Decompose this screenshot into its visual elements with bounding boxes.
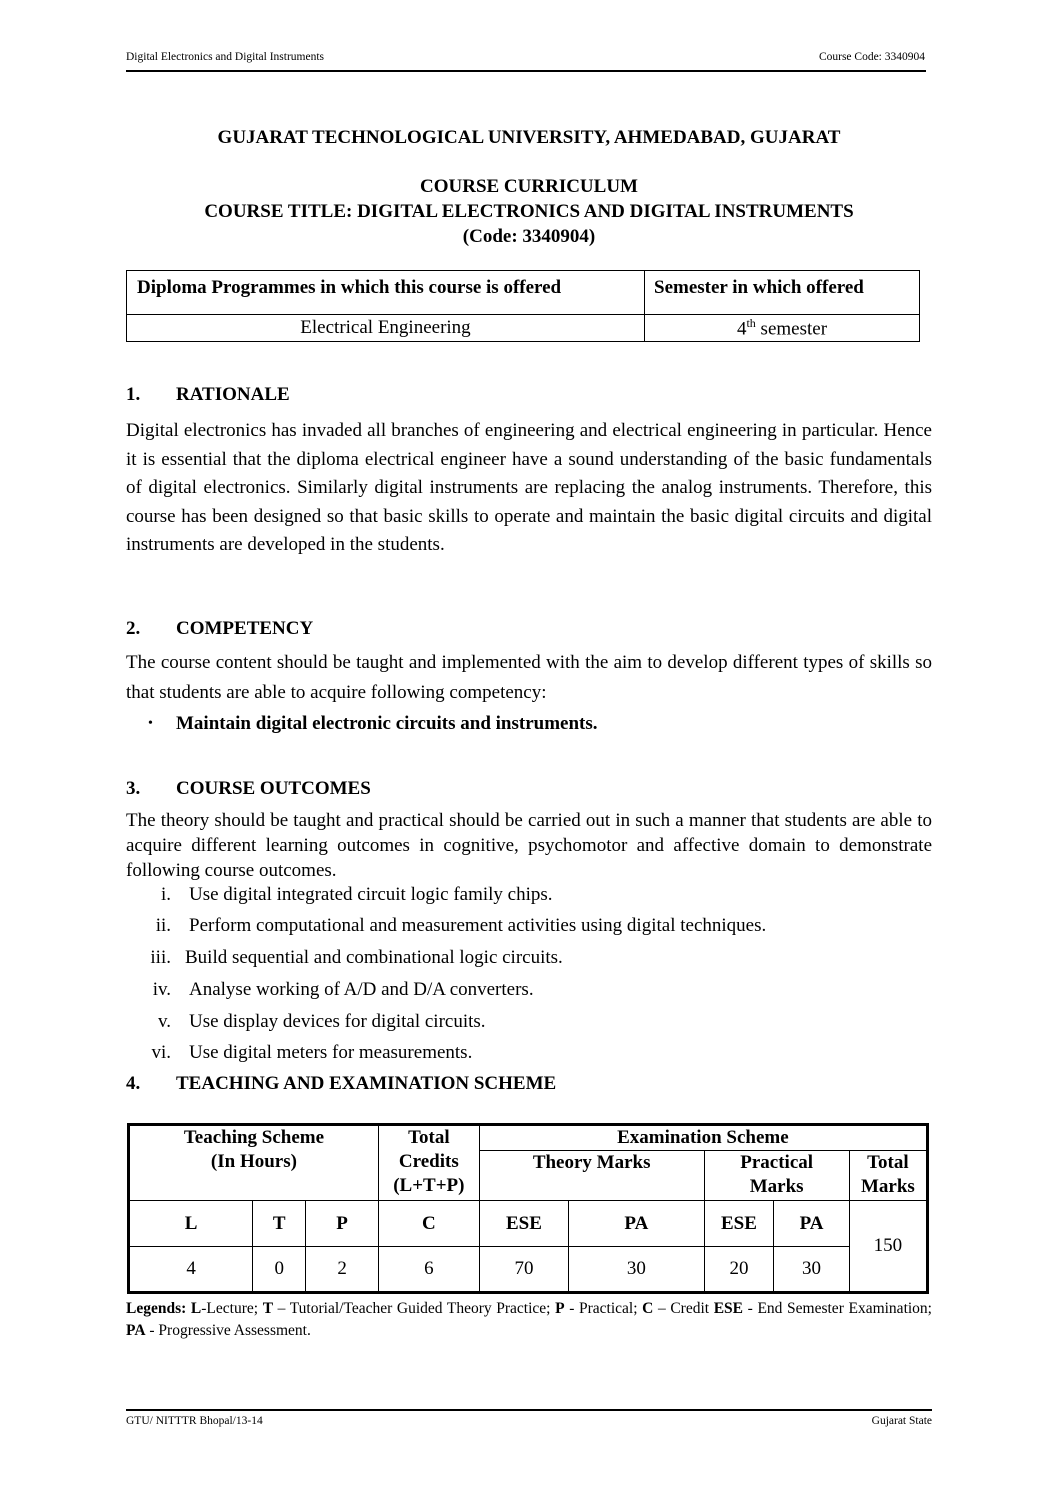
teaching-examination-scheme-table (127, 1123, 929, 1294)
practical-marks-line: Practical (740, 1152, 814, 1173)
outcome-text: Use digital integrated circuit logic family chips. (189, 884, 553, 905)
semester-cell (645, 315, 920, 342)
competency-bullet-text: Maintain digital electronic circuits and instruments. (176, 713, 598, 734)
section-heading-rationale (126, 384, 426, 408)
teaching-scheme-label: Teaching Scheme (183, 1127, 325, 1148)
col-header-practical-ese: ESE (704, 1201, 774, 1247)
value-practical-ese: 20 (704, 1247, 774, 1293)
total-credits-line: Credits (398, 1151, 459, 1172)
section-title: COMPETENCY (176, 618, 314, 639)
course-code: (Code: 3340904) (462, 226, 596, 247)
running-footer-left: GTU/ NITTTR Bhopal/13-14 (126, 1415, 263, 1427)
col-header-theory-ese: ESE (479, 1201, 568, 1247)
legend-key: C (642, 1300, 654, 1317)
col-header-p: P (306, 1201, 379, 1247)
value-practical-pa: 30 (774, 1247, 849, 1293)
legend-desc: – Tutorial/Teacher Guided Theory Practice; (273, 1300, 556, 1317)
outcome-number: iv. (152, 979, 171, 1000)
section-title: RATIONALE (176, 384, 290, 405)
running-header-right: Course Code: 3340904 (818, 51, 925, 63)
col-header-l: L (129, 1201, 253, 1247)
section-number: 3. (126, 778, 141, 799)
teaching-scheme-unit: (In Hours) (210, 1151, 297, 1172)
legend-desc: - End Semester Examination; (743, 1300, 932, 1317)
outcome-number: v. (157, 1011, 171, 1032)
legend-key: T (262, 1300, 274, 1317)
running-header-left: Digital Electronics and Digital Instruments (126, 51, 325, 63)
examination-scheme-header: Examination Scheme (479, 1125, 927, 1151)
legend-key: P (555, 1300, 565, 1317)
practical-marks-line: Marks (749, 1176, 804, 1197)
col-header-theory-pa: PA (569, 1201, 704, 1247)
legend-desc: – Credit (653, 1300, 714, 1317)
outcome-number: i. (160, 884, 171, 905)
legend-label: Legends: (126, 1300, 187, 1317)
section-title: COURSE OUTCOMES (176, 778, 371, 799)
outcomes-paragraph: The theory should be taught and practical should be carried out in such a manner that students are able to acquire different learning outcomes in cognitive, psychomotor and affective domain to demonstrate following course outcomes. (126, 810, 932, 881)
section-title: TEACHING AND EXAMINATION SCHEME (176, 1073, 557, 1094)
bullet-icon: • (148, 716, 153, 731)
semester-number: 4 (736, 318, 747, 340)
outcome-number: vi. (151, 1042, 171, 1063)
outcome-number: ii. (155, 915, 171, 936)
competency-paragraph: The course content should be taught and implemented with the aim to develop different types of skills so that students are able to acquire following competency: (126, 652, 932, 703)
total-marks-line: Total (867, 1152, 909, 1173)
outcome-text: Use digital meters for measurements. (189, 1042, 473, 1063)
outcome-number: iii. (150, 947, 171, 968)
semester-word: semester (755, 318, 828, 340)
total-credits-line: (L+T+P) (393, 1175, 465, 1196)
legend-desc: - Progressive Assessment. (145, 1322, 311, 1339)
total-marks-header (849, 1151, 927, 1201)
total-credits-line: Total (408, 1127, 450, 1148)
theory-marks-header: Theory Marks (479, 1151, 704, 1201)
semester-header: Semester in which offered (645, 271, 920, 315)
teaching-scheme-header (129, 1125, 379, 1201)
outcome-text: Analyse working of A/D and D/A converters. (189, 979, 534, 1000)
course-title: COURSE TITLE: DIGITAL ELECTRONICS AND DIGITAL INSTRUMENTS (204, 201, 854, 222)
curriculum-label: COURSE CURRICULUM (420, 176, 638, 197)
col-header-t: T (253, 1201, 306, 1247)
practical-marks-header (704, 1151, 849, 1201)
programme-table (126, 270, 920, 342)
legend-desc: - Practical; (564, 1300, 643, 1317)
value-theory-pa: 30 (569, 1247, 704, 1293)
outcome-text: Perform computational and measurement activities using digital techniques. (189, 915, 767, 936)
col-header-c: C (378, 1201, 479, 1247)
competency-bullet-item (148, 713, 598, 735)
total-credits-header (378, 1125, 479, 1201)
section-heading-outcomes (126, 778, 426, 802)
value-theory-ese: 70 (479, 1247, 568, 1293)
section-number: 2. (126, 618, 141, 639)
total-marks-line: Marks (860, 1176, 915, 1197)
outcome-text: Build sequential and combinational logic circuits. (185, 947, 563, 968)
rationale-paragraph: Digital electronics has invaded all branches of engineering and electrical engineering in particular. Hence it is essential that the diploma electrical engineer have a sound understanding of the basic fundamentals of digital electronics. Similarly digital instruments are replacing the analog instruments. Therefore, this course has been designed so that basic skills to operate and maintain the basic digital circuits and digital instruments are developed in the students. (126, 420, 932, 555)
value-t: 0 (253, 1247, 306, 1293)
total-marks-value: 150 (849, 1201, 927, 1293)
value-c: 6 (378, 1247, 479, 1293)
university-title: GUJARAT TECHNOLOGICAL UNIVERSITY, AHMEDABAD, GUJARAT (217, 127, 841, 148)
semester-suffix: th (746, 315, 756, 330)
programme-header: Diploma Programmes in which this course is offered (127, 271, 645, 315)
programme-cell: Electrical Engineering (127, 315, 645, 342)
legend-note (126, 1298, 932, 1342)
legend-desc: -Lecture; (201, 1300, 263, 1317)
legend-key: PA (126, 1322, 146, 1339)
footer-rule (126, 1409, 932, 1411)
legend-key: L (190, 1300, 202, 1317)
section-number: 4. (126, 1073, 141, 1094)
running-footer-right: Gujarat State (871, 1415, 932, 1427)
legend-key: ESE (713, 1300, 744, 1317)
outcome-text: Use display devices for digital circuits. (189, 1011, 486, 1032)
section-heading-scheme (126, 1073, 726, 1097)
value-p: 2 (306, 1247, 379, 1293)
section-number: 1. (126, 384, 141, 405)
value-l: 4 (129, 1247, 253, 1293)
section-heading-competency (126, 618, 426, 642)
col-header-practical-pa: PA (774, 1201, 849, 1247)
header-rule (126, 70, 926, 72)
